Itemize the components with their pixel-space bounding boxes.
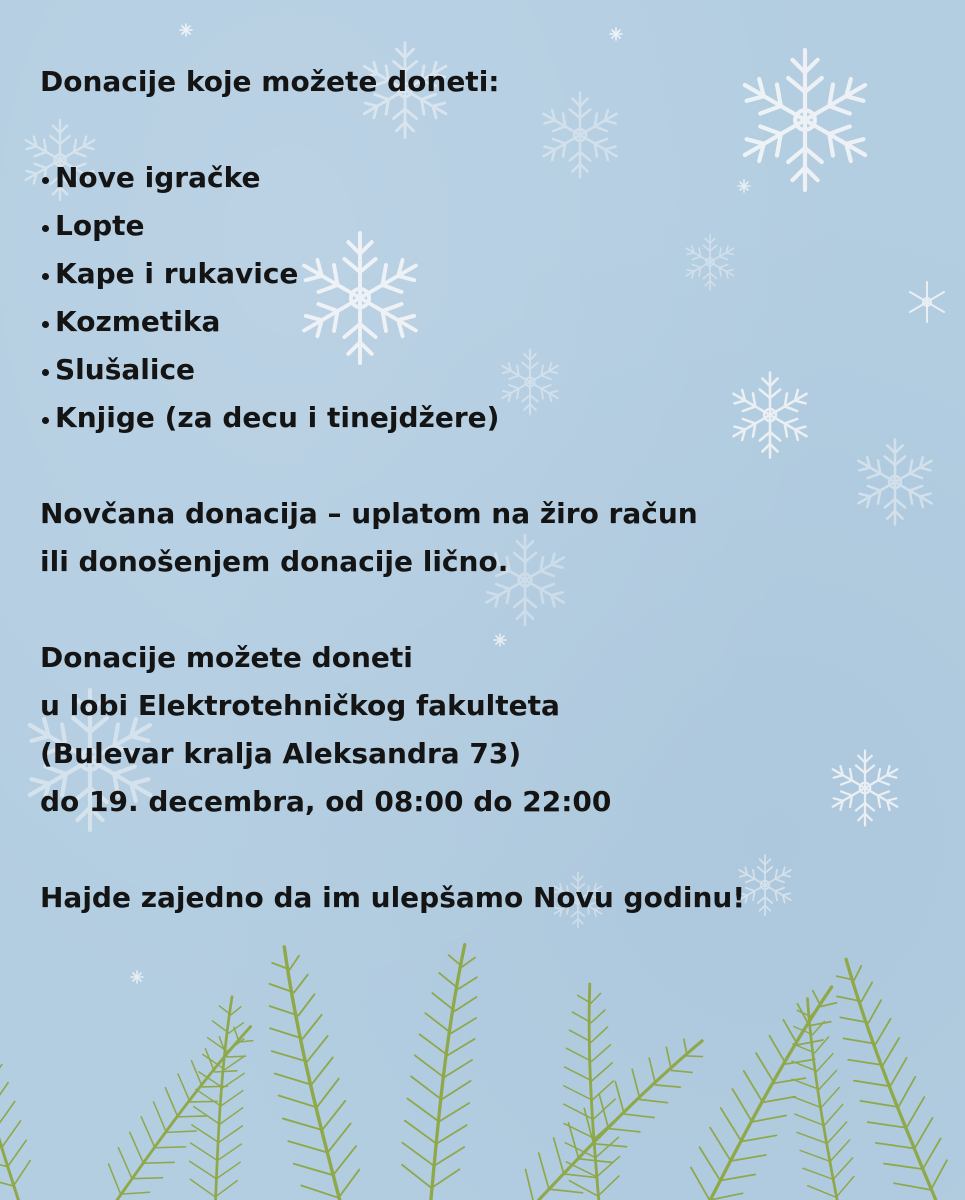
list-item-label: Nove igračke xyxy=(55,161,261,194)
bullet-icon xyxy=(42,417,49,424)
pine-branch-icon xyxy=(530,982,646,1200)
pine-branch-icon xyxy=(175,996,260,1200)
location-text xyxy=(40,634,920,826)
list-item-label: Slušalice xyxy=(55,353,196,386)
bullet-icon xyxy=(42,177,49,184)
list-item xyxy=(40,346,920,394)
pine-branch-icon xyxy=(216,943,398,1200)
list-item xyxy=(40,298,920,346)
sparkle-icon xyxy=(610,28,622,40)
list-item xyxy=(40,250,920,298)
location-deadline: do 19. decembra, od 08:00 do 22:00 xyxy=(40,785,612,818)
location-address: (Bulevar kralja Aleksandra 73) xyxy=(40,737,522,770)
sparkle-icon xyxy=(180,24,192,36)
bullet-icon xyxy=(42,369,49,376)
list-item-label: Kape i rukavice xyxy=(55,257,299,290)
list-item-label: Lopte xyxy=(55,209,145,242)
pine-branches-decor xyxy=(0,930,965,1200)
bullet-icon xyxy=(42,225,49,232)
location-line: Donacije možete doneti xyxy=(40,641,413,674)
list-item-label: Knjige (za decu i tinejdžere) xyxy=(55,401,500,434)
bullet-icon xyxy=(42,321,49,328)
money-donation-line: Novčana donacija – uplatom na žiro račun xyxy=(40,497,698,530)
bullet-icon xyxy=(42,273,49,280)
location-line: u lobi Elektrotehničkog fakulteta xyxy=(40,689,560,722)
pine-branch-icon xyxy=(0,966,65,1200)
list-item xyxy=(40,154,920,202)
money-donation-line: ili donošenjem donacije lično. xyxy=(40,545,509,578)
list-item xyxy=(40,202,920,250)
donation-items-list xyxy=(40,154,920,442)
money-donation-text xyxy=(40,490,920,586)
list-item xyxy=(40,394,920,442)
donations-heading: Donacije koje možete doneti: xyxy=(40,65,500,98)
pine-branch-icon xyxy=(394,944,485,1200)
pine-branch-icon xyxy=(753,996,883,1200)
list-item-label: Kozmetika xyxy=(55,305,221,338)
donation-info xyxy=(40,58,920,922)
pine-branch-icon xyxy=(90,998,259,1200)
closing-message: Hajde zajedno da im ulepšamo Novu godinu! xyxy=(40,881,746,914)
